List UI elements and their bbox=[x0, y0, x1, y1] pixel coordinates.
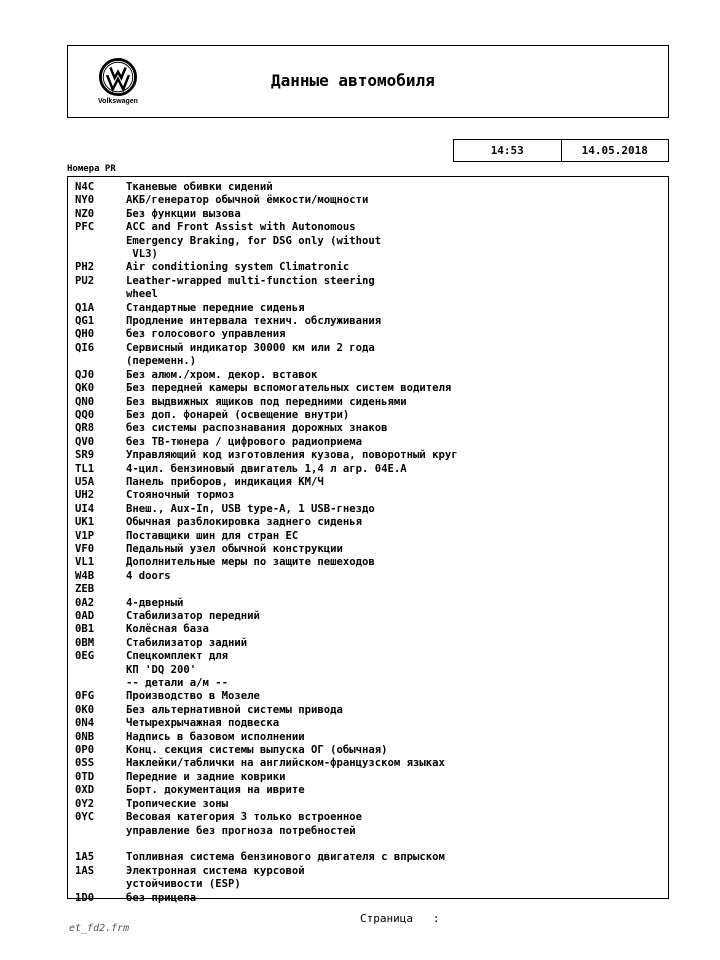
pr-description: -- детали а/м -- bbox=[126, 677, 229, 690]
pr-code: W4B bbox=[75, 569, 95, 582]
pr-description: Панель приборов, индикация КМ/Ч bbox=[126, 475, 324, 488]
pr-codes-list bbox=[75, 181, 664, 905]
pr-description: Производство в Мозеле bbox=[126, 690, 260, 703]
pr-row bbox=[75, 731, 664, 744]
pr-row bbox=[75, 597, 664, 610]
pr-code bbox=[75, 825, 126, 838]
pr-code: 0NB bbox=[75, 730, 95, 743]
brand-logo bbox=[90, 58, 146, 105]
pr-description: Надпись в базовом исполнении bbox=[126, 730, 305, 743]
pr-code: 1AS bbox=[75, 864, 95, 877]
pr-row bbox=[75, 690, 664, 703]
pr-description: wheel bbox=[126, 288, 158, 301]
pr-description: Продление интервала технич. обслуживания bbox=[126, 315, 382, 328]
pr-description: ACC and Front Assist with Autonomous bbox=[126, 221, 356, 234]
pr-code: 0B1 bbox=[75, 623, 95, 636]
pr-description: Leather-wrapped multi-function steering bbox=[126, 274, 375, 287]
pr-description: Поставщики шин для стран ЕС bbox=[126, 529, 299, 542]
pr-description: управление без прогноза потребностей bbox=[126, 824, 356, 837]
pr-row bbox=[75, 409, 664, 422]
pr-code: VL1 bbox=[75, 556, 95, 569]
pr-row bbox=[75, 208, 664, 221]
date-value: 14.05.2018 bbox=[581, 144, 648, 157]
pr-code: 0EG bbox=[75, 650, 95, 663]
pr-row bbox=[75, 422, 664, 435]
pr-code: 0Y2 bbox=[75, 797, 95, 810]
pr-row bbox=[75, 476, 664, 489]
pr-row bbox=[75, 570, 664, 583]
pr-description: Тканевые обивки сидений bbox=[126, 181, 273, 193]
pr-description: Без выдвижных ящиков под передними сиденьями bbox=[126, 395, 407, 408]
pr-code: 0K0 bbox=[75, 703, 95, 716]
pr-row bbox=[75, 650, 664, 663]
pr-code: PFC bbox=[75, 221, 95, 234]
pr-row bbox=[75, 811, 664, 824]
pr-code: PU2 bbox=[75, 274, 95, 287]
footer-filename: et_fd2.frm bbox=[69, 923, 130, 934]
pr-code: QI6 bbox=[75, 341, 95, 354]
section-label: Номера PR bbox=[67, 164, 116, 174]
pr-code bbox=[75, 664, 126, 677]
pr-code bbox=[75, 235, 126, 248]
pr-row bbox=[75, 637, 664, 650]
pr-row bbox=[75, 771, 664, 784]
pr-code: ZEB bbox=[75, 583, 95, 596]
pr-row bbox=[75, 194, 664, 207]
time-value: 14:53 bbox=[454, 140, 562, 161]
pr-description: Без алюм./хром. декор. вставок bbox=[126, 368, 318, 381]
pr-description: Обычная разблокировка заднего сиденья bbox=[126, 516, 362, 529]
pr-description: Электронная система курсовой bbox=[126, 864, 305, 877]
pr-code: QJ0 bbox=[75, 368, 95, 381]
pr-code: VF0 bbox=[75, 542, 95, 555]
pr-code: 0YC bbox=[75, 811, 95, 824]
pr-row bbox=[75, 463, 664, 476]
pr-row bbox=[75, 757, 664, 770]
pr-code bbox=[75, 288, 126, 301]
header-box bbox=[67, 45, 669, 118]
time-date-box bbox=[453, 139, 669, 162]
pr-description: Топливная система бензинового двигателя с впрыском bbox=[126, 851, 445, 864]
pr-row bbox=[75, 315, 664, 328]
pr-description: 4 doors bbox=[126, 569, 171, 582]
pr-code: QK0 bbox=[75, 382, 95, 395]
pr-description: Спецкомплект для bbox=[126, 650, 229, 663]
pr-description: Колёсная база bbox=[126, 623, 209, 636]
pr-code: 0AD bbox=[75, 610, 95, 622]
pr-code: TL1 bbox=[75, 462, 95, 475]
pr-code: NZ0 bbox=[75, 207, 95, 220]
pr-code: UK1 bbox=[75, 516, 95, 529]
pr-codes-table bbox=[67, 176, 669, 904]
pr-code: 0FG bbox=[75, 690, 95, 703]
pr-row bbox=[75, 302, 664, 315]
pr-description: (переменн.) bbox=[126, 355, 197, 368]
pr-row bbox=[75, 530, 664, 543]
pr-code bbox=[75, 878, 126, 891]
pr-description: 4-дверный bbox=[126, 596, 184, 609]
pr-row bbox=[75, 503, 664, 516]
pr-row-continuation bbox=[75, 355, 664, 368]
pr-row bbox=[75, 396, 664, 409]
brand-name: Volkswagen bbox=[98, 98, 138, 105]
pr-code: 1D0 bbox=[75, 891, 95, 904]
pr-row bbox=[75, 704, 664, 717]
pr-row bbox=[75, 610, 664, 623]
pr-row bbox=[75, 798, 664, 811]
pr-code: Q1A bbox=[75, 301, 95, 314]
pr-description: АКБ/генератор обычной ёмкости/мощности bbox=[126, 194, 369, 207]
pr-code: QH0 bbox=[75, 328, 95, 341]
pr-code: QQ0 bbox=[75, 408, 95, 421]
pr-row bbox=[75, 543, 664, 556]
pr-row bbox=[75, 784, 664, 797]
pr-code bbox=[75, 248, 126, 261]
pr-row bbox=[75, 851, 664, 864]
pr-code: 0N4 bbox=[75, 717, 95, 730]
pr-row-continuation bbox=[75, 825, 664, 838]
pr-code: UI4 bbox=[75, 502, 95, 515]
pr-row bbox=[75, 865, 664, 878]
pr-row bbox=[75, 583, 664, 596]
pr-row bbox=[75, 221, 664, 234]
pr-description: Наклейки/таблички на английском-французском языках bbox=[126, 757, 445, 770]
pr-row bbox=[75, 275, 664, 288]
pr-row bbox=[75, 556, 664, 569]
pr-description: Стабилизатор передний bbox=[126, 610, 260, 622]
pr-description: Передние и задние коврики bbox=[126, 770, 286, 783]
pr-description: 4-цил. бензиновый двигатель 1,4 л агр. 04E.A bbox=[126, 462, 407, 475]
pr-row-continuation bbox=[75, 288, 664, 301]
pr-code: 0A2 bbox=[75, 596, 95, 609]
pr-description: VL3) bbox=[126, 248, 158, 261]
pr-code: 1A5 bbox=[75, 851, 95, 864]
pr-description: Стабилизатор задний bbox=[126, 636, 248, 649]
page-title: Данные автомобиля bbox=[271, 71, 435, 90]
pr-description: без системы распознавания дорожных знаков bbox=[126, 422, 388, 435]
pr-row-continuation bbox=[75, 664, 664, 677]
pr-description: Четырехрычажная подвеска bbox=[126, 717, 280, 730]
pr-code: 0XD bbox=[75, 784, 95, 797]
pr-description: Air conditioning system Climatronic bbox=[126, 261, 350, 274]
pr-row-continuation bbox=[75, 235, 664, 248]
pr-description: без прицепа bbox=[126, 891, 197, 904]
pr-row-continuation bbox=[75, 248, 664, 261]
pr-code: QR8 bbox=[75, 422, 95, 435]
pr-description: КП 'DQ 200' bbox=[126, 663, 197, 676]
pr-code: 0P0 bbox=[75, 744, 95, 757]
pr-description: Без альтернативной системы привода bbox=[126, 703, 343, 716]
pr-row bbox=[75, 328, 664, 341]
pr-description: Дополнительные меры по защите пешеходов bbox=[126, 556, 375, 569]
volkswagen-logo-icon bbox=[99, 58, 137, 96]
pr-description: Весовая категория 3 только встроенное bbox=[126, 811, 362, 824]
pr-row bbox=[75, 717, 664, 730]
pr-description: Стандартные передние сиденья bbox=[126, 301, 305, 314]
footer-page-label: Страница : bbox=[360, 912, 440, 925]
pr-description: Стояночный тормоз bbox=[126, 489, 235, 502]
pr-row bbox=[75, 489, 664, 502]
pr-description: Конц. секция системы выпуска ОГ (обычная) bbox=[126, 744, 388, 757]
pr-code: N4C bbox=[75, 181, 95, 193]
pr-description: без ТВ-тюнера / цифрового радиоприема bbox=[126, 435, 362, 448]
pr-row bbox=[75, 261, 664, 274]
pr-description: Тропические зоны bbox=[126, 797, 229, 810]
pr-code: PH2 bbox=[75, 261, 95, 274]
pr-code: UH2 bbox=[75, 489, 95, 502]
pr-description: Emergency Braking, for DSG only (without bbox=[126, 234, 382, 247]
pr-code: 0SS bbox=[75, 757, 95, 770]
pr-description: Борт. документация на иврите bbox=[126, 784, 305, 797]
pr-description: Без передней камеры вспомогательных систем водителя bbox=[126, 382, 452, 395]
pr-row bbox=[75, 382, 664, 395]
pr-description: Педальный узел обычной конструкции bbox=[126, 542, 343, 555]
pr-code: U5A bbox=[75, 475, 95, 488]
pr-row bbox=[75, 516, 664, 529]
pr-row bbox=[75, 369, 664, 382]
pr-description: Без функции вызова bbox=[126, 207, 241, 220]
pr-row bbox=[75, 892, 664, 905]
pr-row bbox=[75, 181, 664, 194]
pr-code: V1P bbox=[75, 529, 95, 542]
pr-row-continuation bbox=[75, 878, 664, 891]
pr-code: 0BM bbox=[75, 636, 95, 649]
pr-code bbox=[75, 677, 126, 690]
pr-row bbox=[75, 449, 664, 462]
pr-code: SR9 bbox=[75, 449, 95, 462]
pr-code: QN0 bbox=[75, 395, 95, 408]
pr-code bbox=[75, 355, 126, 368]
pr-code: 0TD bbox=[75, 770, 95, 783]
pr-description: без голосового управления bbox=[126, 328, 286, 341]
pr-description: Управляющий код изготовления кузова, поворотный круг bbox=[126, 449, 458, 462]
pr-row bbox=[75, 623, 664, 636]
pr-description: устойчивости (ESP) bbox=[126, 878, 241, 891]
pr-row bbox=[75, 342, 664, 355]
pr-code: QG1 bbox=[75, 315, 95, 328]
pr-row bbox=[75, 744, 664, 757]
pr-row bbox=[75, 436, 664, 449]
pr-code: NY0 bbox=[75, 194, 95, 207]
pr-description: Сервисный индикатор 30000 км или 2 года bbox=[126, 341, 375, 354]
pr-code: QV0 bbox=[75, 435, 95, 448]
pr-row-continuation bbox=[75, 677, 664, 690]
pr-description: Внеш., Aux-In, USB type-A, 1 USB-гнездо bbox=[126, 502, 375, 515]
pr-description: Без доп. фонарей (освещение внутри) bbox=[126, 408, 350, 421]
